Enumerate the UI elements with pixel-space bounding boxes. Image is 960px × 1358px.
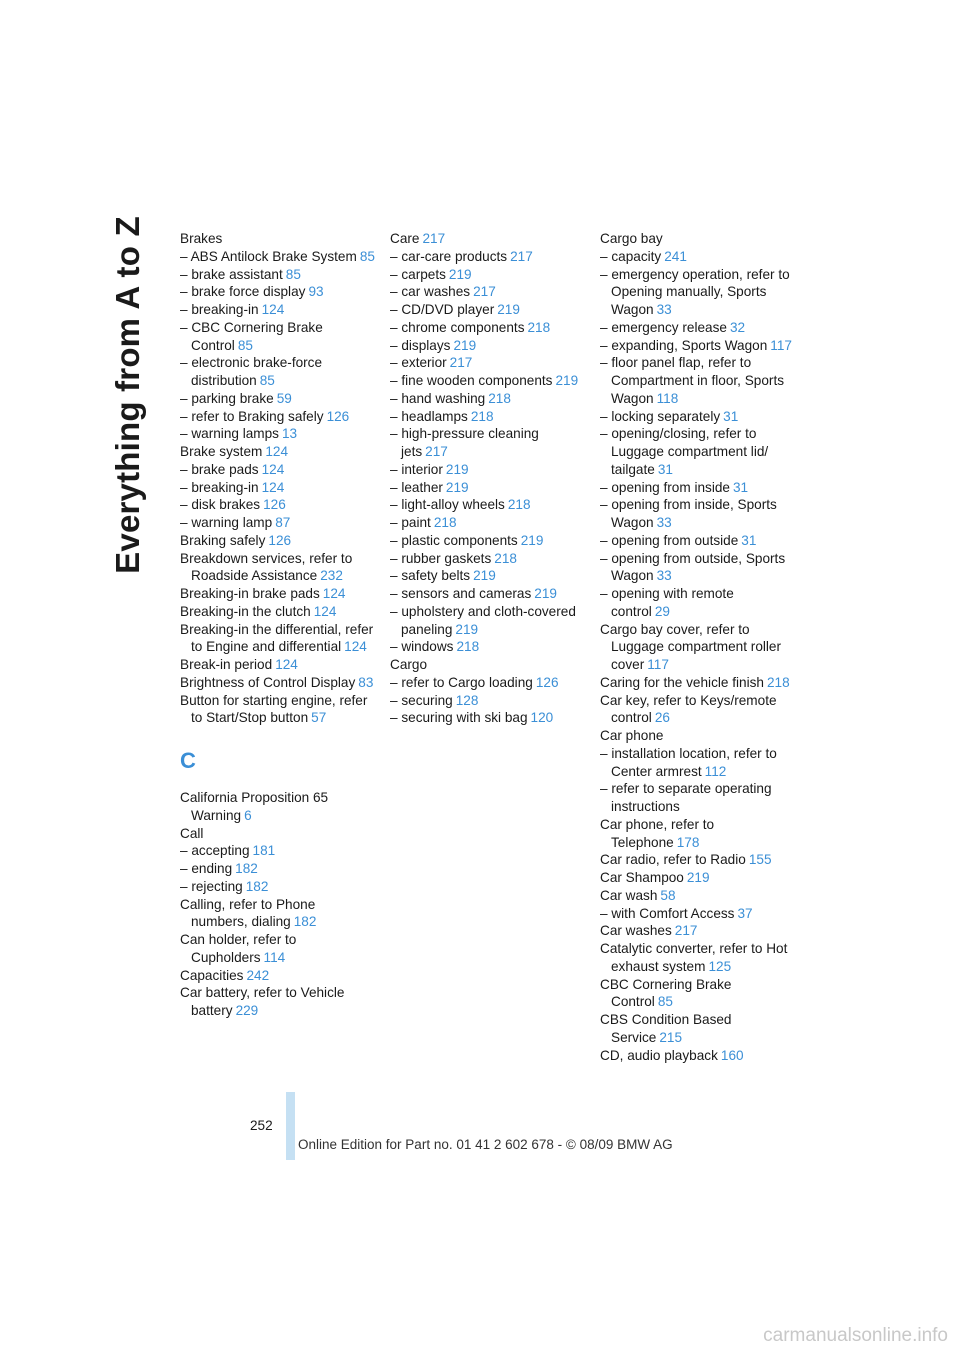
page-reference-link[interactable]: 117 [770,337,792,353]
index-term: – capacity [600,248,662,264]
index-entry [600,1047,795,1065]
index-entry [600,869,795,887]
index-entry [600,550,795,586]
index-entry [390,248,585,266]
page-reference-link[interactable]: 182 [235,861,258,876]
page-reference-link[interactable]: 126 [326,408,350,424]
page-reference-link[interactable]: 126 [263,497,286,513]
index-term: – high-pressure cleaning jets [390,426,539,459]
index-term: – installation location, refer to Center armrest [600,745,777,779]
index-term: – interior [390,461,443,477]
page-reference-link[interactable]: 219 [453,337,477,353]
index-term: – chrome components [390,319,525,335]
index-term: – refer to Cargo loading [390,674,533,690]
page-reference-link[interactable]: 126 [268,532,292,548]
page-reference-link[interactable]: 112 [704,763,727,779]
index-term: – parking brake [180,390,274,406]
index-entry [390,496,585,514]
index-term: – brake assistant [180,266,283,282]
index-entry [180,266,375,284]
index-entry [180,550,375,586]
index-term: – carpets [390,266,446,282]
index-term: – brake pads [180,461,259,477]
page-reference-link[interactable]: 232 [320,568,343,584]
index-entry [600,940,795,976]
index-entry [180,514,375,532]
page-reference-link[interactable]: 178 [676,834,700,850]
column-3-entries [600,230,795,1064]
page-reference-link[interactable]: 218 [766,674,790,690]
page-reference-link[interactable]: 241 [664,248,687,264]
page-reference-link[interactable]: 182 [293,914,317,930]
page-reference-link[interactable]: 229 [235,1003,259,1018]
index-entry [180,496,375,514]
index-term: – car washes [390,284,471,300]
index-entry [390,709,585,727]
index-entry [390,283,585,301]
index-entry [600,479,795,497]
index-entry [390,319,585,337]
index-entry [180,789,375,825]
index-entry [180,967,375,985]
page-reference-link[interactable]: 219 [473,568,496,584]
index-term: Calling, refer to Phone numbers, dialing [180,896,316,930]
index-entry [180,390,375,408]
page-reference-link[interactable]: 218 [488,390,511,406]
index-entry [180,248,375,266]
page-reference-link[interactable]: 219 [445,479,469,495]
index-term: – hand washing [390,390,486,406]
page-reference-link[interactable]: 29 [654,603,670,619]
page-reference-link[interactable]: 57 [311,710,327,726]
index-entry [390,372,585,390]
index-entry [390,532,585,550]
side-title-text: Everything from A to Z [109,216,146,574]
index-term: – CD/DVD player [390,302,495,317]
index-term: Breaking-in the differential, refer to Engine and differential [180,621,374,655]
index-entry [600,230,795,248]
index-term: CBC Cornering Brake Control [600,976,732,1010]
page-reference-link[interactable]: 218 [433,515,457,530]
page-reference-link[interactable]: 120 [530,710,554,726]
page-reference-link[interactable]: 219 [497,302,520,317]
page-reference-link[interactable]: 31 [657,461,673,477]
index-term: – rubber gaskets [390,550,492,566]
index-term: Car phone [600,728,664,743]
index-entry [180,656,375,674]
index-term: – breaking-in [180,479,259,495]
index-term: – windows [390,639,454,655]
index-entry [600,922,795,940]
index-term: – emergency release [600,319,727,335]
index-term: – safety belts [390,568,471,584]
index-entry [600,727,795,745]
index-term: – opening with remote control [600,586,734,619]
index-term: Braking safely [180,532,266,548]
page-reference-link[interactable]: 218 [470,408,494,424]
index-term: Can holder, refer to Cupholders [180,932,297,965]
index-entry [600,621,795,674]
page-reference-link[interactable]: 33 [656,568,672,584]
index-entry [600,532,795,550]
index-entry [390,390,585,408]
index-entry [600,408,795,426]
index-term: Catalytic converter, refer to Hot exhaust system [600,941,788,974]
index-column-3 [600,230,795,1064]
index-term: – disk brakes [180,497,261,513]
index-term: – floor panel flap, refer to Compartment in floor, Sports Wagon [600,355,785,406]
page-reference-link[interactable]: 85 [359,248,375,264]
page-reference-link[interactable]: 124 [344,639,367,655]
index-term: Car Shampoo [600,870,684,885]
page-reference-link[interactable]: 219 [555,373,579,388]
index-entry [600,1011,795,1047]
page-reference-link[interactable]: 93 [308,284,324,300]
index-entry [180,674,375,692]
index-term: – breaking-in [180,302,259,317]
index-term: Car radio, refer to Radio [600,852,746,868]
index-term: – electronic brake-force distribution [180,355,323,388]
page-reference-link[interactable]: 218 [507,497,531,513]
page-reference-link[interactable]: 219 [520,532,544,548]
index-term: Call [180,825,204,841]
page-reference-link[interactable]: 83 [358,674,374,690]
index-term: – plastic components [390,532,518,548]
index-entry [180,825,375,843]
index-term: Car washes [600,923,672,939]
page-reference-link[interactable]: 126 [535,674,559,690]
index-entry [180,425,375,443]
index-term: – warning lamp [180,515,273,530]
index-entry [390,461,585,479]
index-term: Brake system [180,444,263,459]
index-term: Cargo bay [600,231,663,246]
page-reference-link[interactable]: 182 [245,878,269,894]
index-term: Brightness of Control Display [180,674,356,690]
index-entry [180,461,375,479]
page-reference-link[interactable]: 218 [527,319,551,335]
page-reference-link[interactable]: 124 [275,657,298,672]
index-entry [600,816,795,852]
page-reference-link[interactable]: 85 [259,373,275,388]
page-reference-link[interactable]: 215 [659,1029,683,1045]
index-term: Brakes [180,231,223,246]
index-term: – headlamps [390,408,468,424]
watermark: carmanualsonline.info [763,1325,948,1346]
page-reference-link[interactable]: 33 [656,302,672,317]
index-term: – refer to separate operating instructions [600,781,772,814]
index-entry [390,514,585,532]
page-reference-link[interactable]: 31 [732,479,749,495]
index-entry [180,621,375,657]
index-term: – locking separately [600,408,721,424]
page-reference-link[interactable]: 87 [275,515,291,530]
index-entry [390,301,585,319]
index-entry [600,745,795,781]
index-entry [180,230,375,248]
page-reference-link[interactable]: 155 [748,852,772,868]
index-entry [390,354,585,372]
page-reference-link[interactable]: 217 [422,231,446,246]
index-term: Car battery, refer to Vehicle battery [180,985,345,1018]
page-reference-link[interactable]: 217 [674,923,698,939]
page-reference-link[interactable]: 219 [686,870,710,885]
index-entry [180,878,375,896]
index-entry [390,550,585,568]
page-reference-link[interactable]: 6 [244,807,252,823]
page-reference-link[interactable]: 124 [265,444,289,459]
index-entry [390,692,585,710]
index-entry [600,354,795,407]
index-entry [180,931,375,967]
index-term: Cargo bay cover, refer to Luggage compartment roller cover [600,621,782,672]
index-entry [180,408,375,426]
index-term: – rejecting [180,878,243,894]
index-term: – warning lamps [180,426,279,442]
index-entry [180,860,375,878]
page-reference-link[interactable]: 217 [449,355,473,371]
index-term: CBS Condition Based Service [600,1012,732,1045]
index-column-2 [390,230,585,727]
index-entry [600,692,795,728]
page-reference-link[interactable]: 219 [455,621,479,637]
index-entry [390,674,585,692]
index-entry [180,896,375,932]
index-entry [390,479,585,497]
index-term: – upholstery and cloth-covered paneling [390,603,576,637]
section-c-entries [180,789,375,1020]
index-entry [600,425,795,478]
index-term: Breaking-in the clutch [180,603,311,619]
index-entry [390,603,585,639]
column-1-entries [180,230,375,727]
page-reference-link[interactable]: 33 [656,515,672,530]
index-term: Caring for the vehicle finish [600,674,764,690]
page-reference-link[interactable]: 26 [654,710,670,726]
page-reference-link[interactable]: 219 [448,266,472,282]
index-term: – car-care products [390,248,508,264]
index-entry [180,283,375,301]
index-term: – leather [390,479,443,495]
page-reference-link[interactable]: 217 [473,284,496,300]
index-term: Cargo [390,657,428,672]
index-entry [180,585,375,603]
index-term: – opening from inside [600,479,730,495]
index-term: Car wash [600,887,658,903]
index-entry [390,638,585,656]
index-entry [390,408,585,426]
index-entry [180,319,375,355]
index-entry [390,567,585,585]
index-term: Breaking-in brake pads [180,586,320,601]
page-reference-link[interactable]: 31 [741,532,757,548]
index-entry [390,656,585,674]
index-entry [600,337,795,355]
index-term: Care [390,231,420,246]
index-term: – emergency operation, refer to Opening manually, Sports Wagon [600,266,790,317]
side-title [106,216,150,574]
page-reference-link[interactable]: 31 [723,408,739,424]
page-reference-link[interactable]: 125 [708,958,732,974]
index-term: Car key, refer to Keys/remote control [600,692,777,726]
page-reference-link[interactable]: 242 [246,967,270,983]
index-term: – opening/closing, refer to Luggage compartment lid/ tailgate [600,426,769,477]
index-entry [390,425,585,461]
index-entry [180,692,375,728]
index-term: – sensors and cameras [390,586,532,601]
index-term: – opening from outside [600,532,739,548]
index-entry [180,301,375,319]
page-reference-link[interactable]: 218 [456,639,480,655]
index-term: – ABS Antilock Brake System [180,248,357,264]
index-entry [600,887,795,905]
index-term: – securing with ski bag [390,710,528,726]
page-reference-link[interactable]: 124 [322,586,346,601]
index-term: – displays [390,337,451,353]
page-reference-link[interactable]: 32 [729,319,746,335]
index-entry [600,674,795,692]
index-entry [180,842,375,860]
index-column-1 [180,230,375,1020]
index-entry [180,479,375,497]
index-term: Breakdown services, refer to Roadside Assistance [180,550,353,584]
index-entry [600,976,795,1012]
page-reference-link[interactable]: 58 [660,887,676,903]
page-reference-link[interactable]: 124 [313,603,337,619]
footer-edition-note: Online Edition for Part no. 01 41 2 602 678 - © 08/09 BMW AG [298,1137,673,1152]
index-term: – refer to Braking safely [180,408,324,424]
column-2-entries [390,230,585,727]
page-reference-link[interactable]: 13 [281,426,298,442]
index-term: – fine wooden components [390,373,553,388]
index-term: – exterior [390,355,447,371]
page-reference-link[interactable]: 219 [445,461,469,477]
page-reference-link[interactable]: 218 [494,550,517,566]
index-term: – opening from outside, Sports Wagon [600,550,786,584]
index-entry [180,532,375,550]
index-entry [600,585,795,621]
index-term: – ending [180,861,233,876]
index-entry [180,354,375,390]
index-entry [600,780,795,816]
page-number: 252 [250,1118,273,1133]
index-entry [390,230,585,248]
page-reference-link[interactable]: 219 [534,586,557,601]
index-term: – paint [390,515,431,530]
index-term: – accepting [180,843,250,859]
index-term: Capacities [180,967,244,983]
page-reference-link[interactable]: 85 [285,266,301,282]
page-reference-link[interactable]: 128 [455,692,479,708]
page-reference-link[interactable]: 59 [276,390,292,406]
index-entry [390,266,585,284]
index-term: – opening from inside, Sports Wagon [600,497,777,530]
index-term: California Proposition 65 Warning [180,790,329,823]
index-entry [600,496,795,532]
page-reference-link[interactable]: 181 [252,843,276,859]
index-term: CD, audio playback [600,1047,718,1063]
section-letter-c: C [180,748,196,773]
index-term: – brake force display [180,284,306,300]
page-reference-link[interactable]: 217 [510,248,533,264]
index-term: – expanding, Sports Wagon [600,337,768,353]
index-entry [600,905,795,923]
page-reference-link[interactable]: 117 [647,657,669,672]
index-term: – with Comfort Access [600,905,735,921]
index-entry [600,851,795,869]
page-reference-link[interactable]: 85 [237,337,253,353]
page-reference-link[interactable]: 124 [261,461,285,477]
page-reference-link[interactable]: 124 [261,479,285,495]
page-reference-link[interactable]: 118 [656,390,679,406]
page-reference-link[interactable]: 160 [720,1047,744,1063]
index-term: – light-alloy wheels [390,497,505,513]
index-entry [180,443,375,461]
index-entry [600,248,795,266]
index-term: Car phone, refer to Telephone [600,816,715,850]
page-reference-link[interactable]: 124 [261,302,285,317]
index-term: – securing [390,692,453,708]
index-entry [600,266,795,319]
index-entry [600,319,795,337]
page-reference-link[interactable]: 85 [657,994,673,1010]
footer-accent-bar [286,1092,295,1160]
index-term: Button for starting engine, refer to Start/Stop button [180,692,368,726]
page-reference-link[interactable]: 217 [425,444,448,459]
index-term: – CBC Cornering Brake Control [180,319,323,353]
index-entry [180,984,375,1020]
page-reference-link[interactable]: 114 [263,949,286,965]
index-entry [390,337,585,355]
index-term: Break-in period [180,657,273,672]
index-entry [390,585,585,603]
index-entry [180,603,375,621]
page-reference-link[interactable]: 37 [737,905,753,921]
